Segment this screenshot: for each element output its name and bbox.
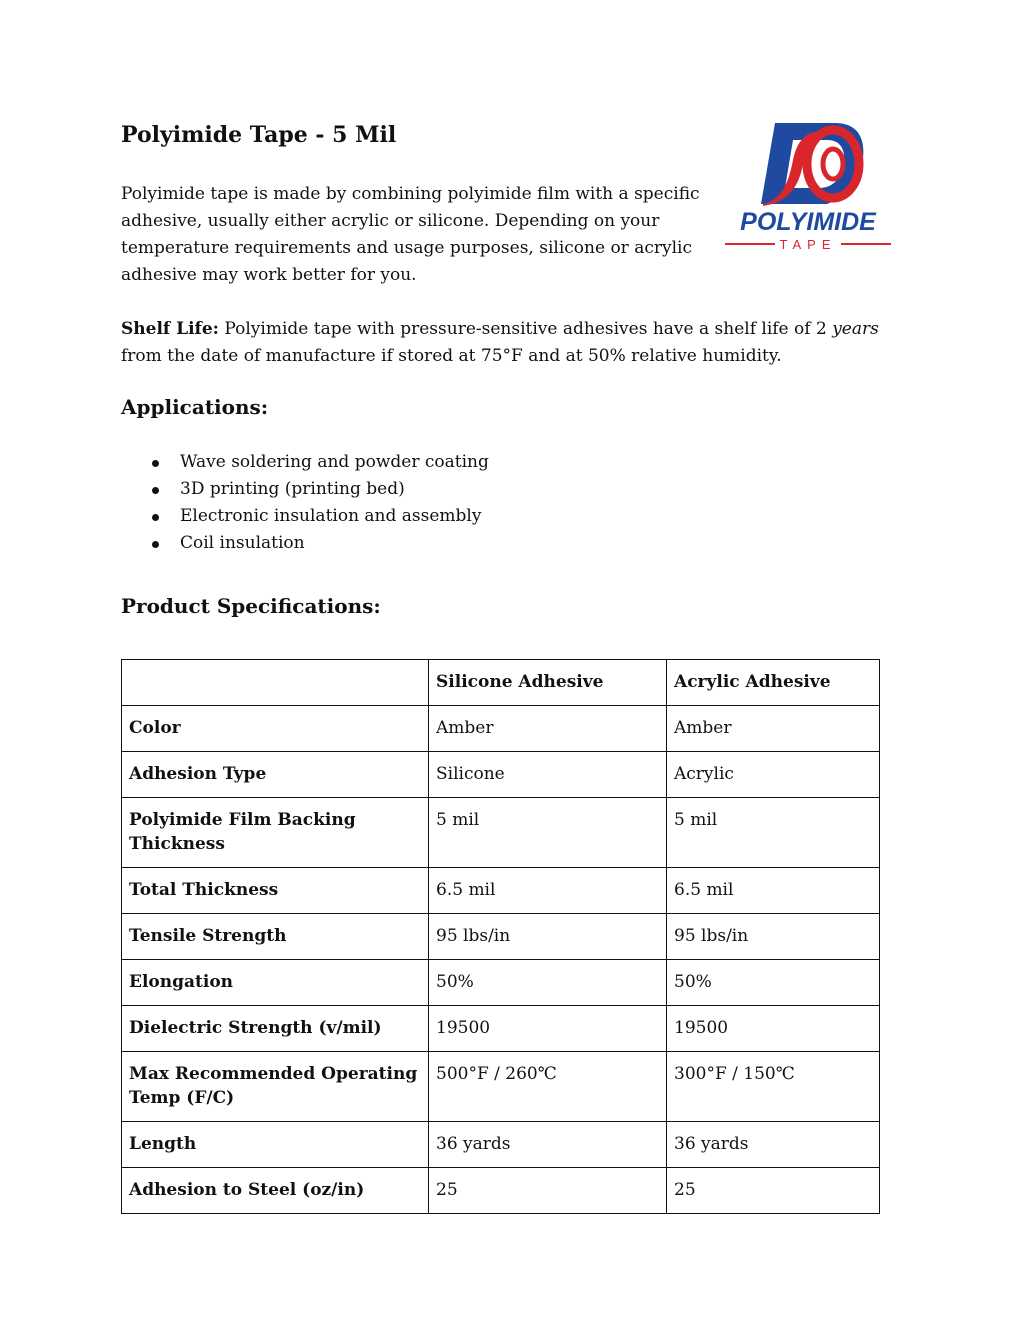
table-row xyxy=(122,706,880,752)
table-cell: 36 yards xyxy=(667,1122,880,1168)
table-cell: Amber xyxy=(667,706,880,752)
list-item: Coil insulation xyxy=(121,530,489,557)
table-cell: Silicone xyxy=(429,752,667,798)
polyimide-tape-logo xyxy=(723,120,893,250)
table-cell: 6.5 mil xyxy=(667,868,880,914)
table-cell: 95 lbs/in xyxy=(429,914,667,960)
table-header-row xyxy=(122,660,880,706)
table-row xyxy=(122,1168,880,1214)
table-cell: Acrylic xyxy=(667,752,880,798)
list-item: Electronic insulation and assembly xyxy=(121,503,489,530)
table-row xyxy=(122,914,880,960)
table-row xyxy=(122,1052,880,1122)
table-row xyxy=(122,752,880,798)
table-cell: Elongation xyxy=(122,960,429,1006)
table-cell: 300°F / 150℃ xyxy=(667,1052,880,1122)
table-cell: 5 mil xyxy=(667,798,880,868)
table-row xyxy=(122,868,880,914)
applications-list xyxy=(121,449,489,557)
table-cell: Length xyxy=(122,1122,429,1168)
page-title: Polyimide Tape - 5 Mil xyxy=(121,122,397,148)
table-cell: 25 xyxy=(429,1168,667,1214)
table-cell: 19500 xyxy=(429,1006,667,1052)
table-row xyxy=(122,798,880,868)
table-cell: Adhesion to Steel (oz/in) xyxy=(122,1168,429,1214)
table-cell: Total Thickness xyxy=(122,868,429,914)
table-cell: 500°F / 260℃ xyxy=(429,1052,667,1122)
shelf-life-years: years xyxy=(832,319,879,339)
table-cell: 19500 xyxy=(667,1006,880,1052)
table-cell: 5 mil xyxy=(429,798,667,868)
table-cell: 6.5 mil xyxy=(429,868,667,914)
shelf-life-text-1: Polyimide tape with pressure-sensitive adhesives have a shelf life of 2 xyxy=(218,319,833,339)
table-row xyxy=(122,1122,880,1168)
table-cell: 50% xyxy=(667,960,880,1006)
table-cell: 95 lbs/in xyxy=(667,914,880,960)
shelf-life-text-2: from the date of manufacture if stored at 75°F and at 50% relative humidity. xyxy=(121,346,782,366)
table-header-cell xyxy=(122,660,429,706)
table-header-cell: Silicone Adhesive xyxy=(429,660,667,706)
shelf-life-paragraph xyxy=(121,316,911,370)
table-header-cell: Acrylic Adhesive xyxy=(667,660,880,706)
shelf-life-label: Shelf Life: xyxy=(121,319,219,339)
logo-sub: TAPE xyxy=(779,237,837,250)
applications-heading: Applications: xyxy=(121,395,269,419)
specifications-heading: Product Specifications: xyxy=(121,594,381,618)
table-cell: Dielectric Strength (v/mil) xyxy=(122,1006,429,1052)
logo-word: POLYIMIDE xyxy=(740,208,876,236)
intro-paragraph: Polyimide tape is made by combining polyimide film with a specific adhesive, usually either acrylic or silicone. Depending on your temperature requirements and usage purposes, silicone or acrylic adhesive may work better for you. xyxy=(121,184,700,285)
table-cell: Tensile Strength xyxy=(122,914,429,960)
list-item: 3D printing (printing bed) xyxy=(121,476,489,503)
table-cell: 25 xyxy=(667,1168,880,1214)
list-item: Wave soldering and powder coating xyxy=(121,449,489,476)
table-cell: 36 yards xyxy=(429,1122,667,1168)
table-cell: Max Recommended Operating Temp (F/C) xyxy=(122,1052,429,1122)
table-row xyxy=(122,960,880,1006)
table-cell: Adhesion Type xyxy=(122,752,429,798)
table-row xyxy=(122,1006,880,1052)
table-cell: Color xyxy=(122,706,429,752)
specifications-table xyxy=(121,659,880,1214)
table-cell: Amber xyxy=(429,706,667,752)
table-cell: Polyimide Film Backing Thickness xyxy=(122,798,429,868)
table-cell: 50% xyxy=(429,960,667,1006)
